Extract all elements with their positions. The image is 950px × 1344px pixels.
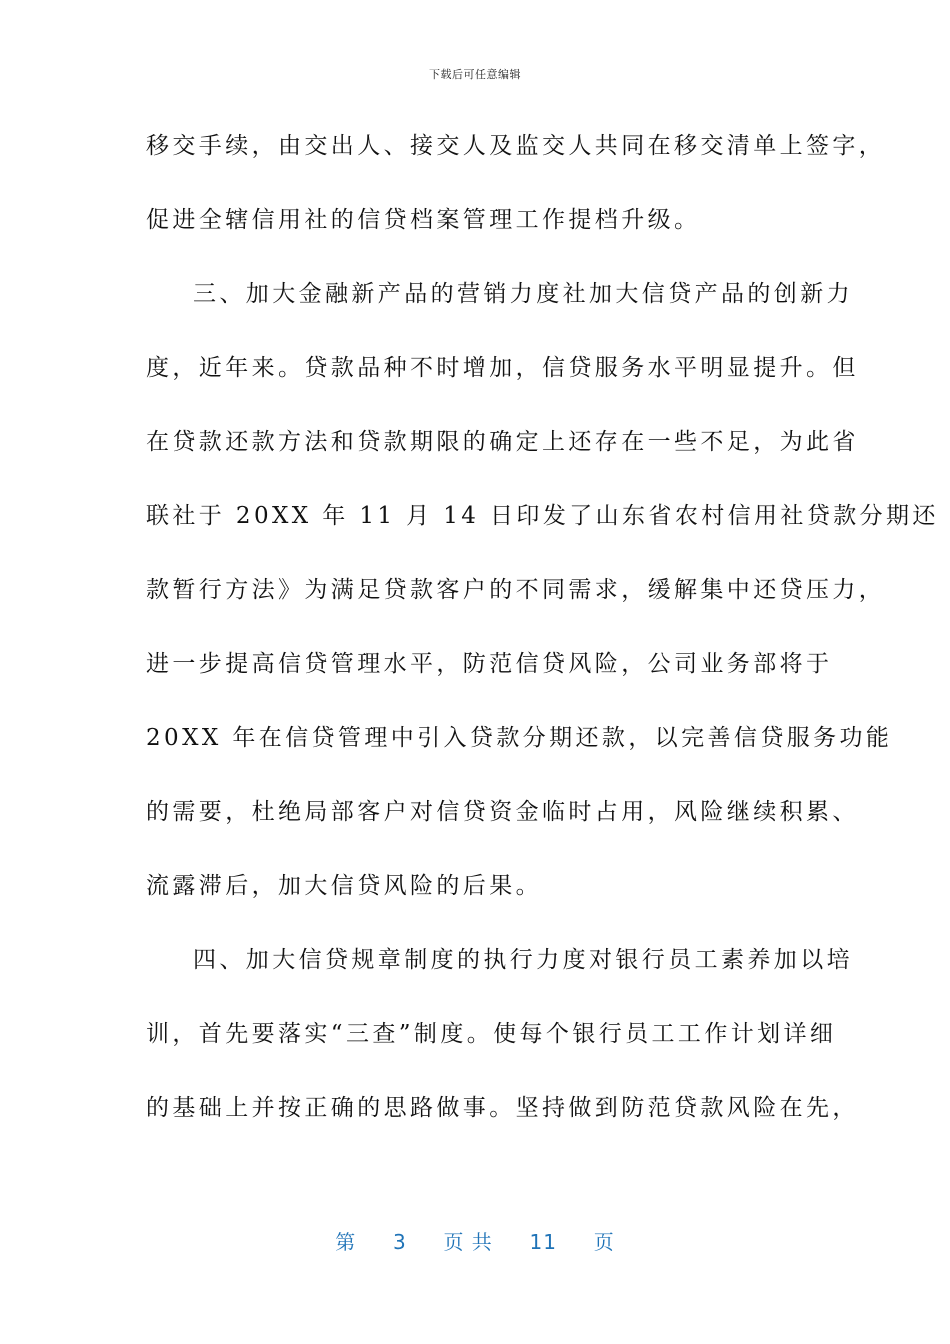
body-line-14: 的基础上并按正确的思路做事。坚持做到防范贷款风险在先， xyxy=(146,1095,859,1121)
body-line-6: 联社于 20XX 年 11 月 14 日印发了山东省农村信用社贷款分期还 xyxy=(146,503,939,529)
body-line-7: 款暂行方法》为满足贷款客户的不同需求，缓解集中还贷压力， xyxy=(146,577,886,603)
footer-total-pages: 11 xyxy=(529,1230,557,1254)
body-line-11: 流露滞后，加大信贷风险的后果。 xyxy=(146,873,542,899)
page-header: 下载后可任意编辑 xyxy=(429,68,521,81)
body-line-9: 20XX 年在信贷管理中引入贷款分期还款，以完善信贷服务功能 xyxy=(146,725,893,751)
body-line-2: 促进全辖信用社的信贷档案管理工作提档升级。 xyxy=(146,207,701,233)
body-line-8: 进一步提高信贷管理水平，防范信贷风险，公司业务部将于 xyxy=(146,651,833,677)
body-line-10: 的需要，杜绝局部客户对信贷资金临时占用，风险继续积累、 xyxy=(146,799,859,825)
body-line-12: 四、加大信贷规章制度的执行力度对银行员工素养加以培 xyxy=(193,947,853,973)
page-footer xyxy=(0,1226,950,1255)
document-body xyxy=(146,126,939,1162)
body-line-4: 度，近年来。贷款品种不时增加，信贷服务水平明显提升。但 xyxy=(146,355,859,381)
body-line-5: 在贷款还款方法和贷款期限的确定上还存在一些不足，为此省 xyxy=(146,429,859,455)
body-line-3: 三、加大金融新产品的营销力度社加大信贷产品的创新力 xyxy=(193,281,853,307)
footer-page-number: 3 xyxy=(393,1230,407,1254)
footer-page-prefix: 第 xyxy=(335,1230,357,1254)
body-line-13: 训，首先要落实“三查”制度。使每个银行员工工作计划详细 xyxy=(146,1021,837,1047)
footer-page-middle: 页 共 xyxy=(443,1230,493,1254)
body-line-1: 移交手续，由交出人、接交人及监交人共同在移交清单上签字， xyxy=(146,133,886,159)
footer-page-suffix: 页 xyxy=(593,1230,615,1254)
